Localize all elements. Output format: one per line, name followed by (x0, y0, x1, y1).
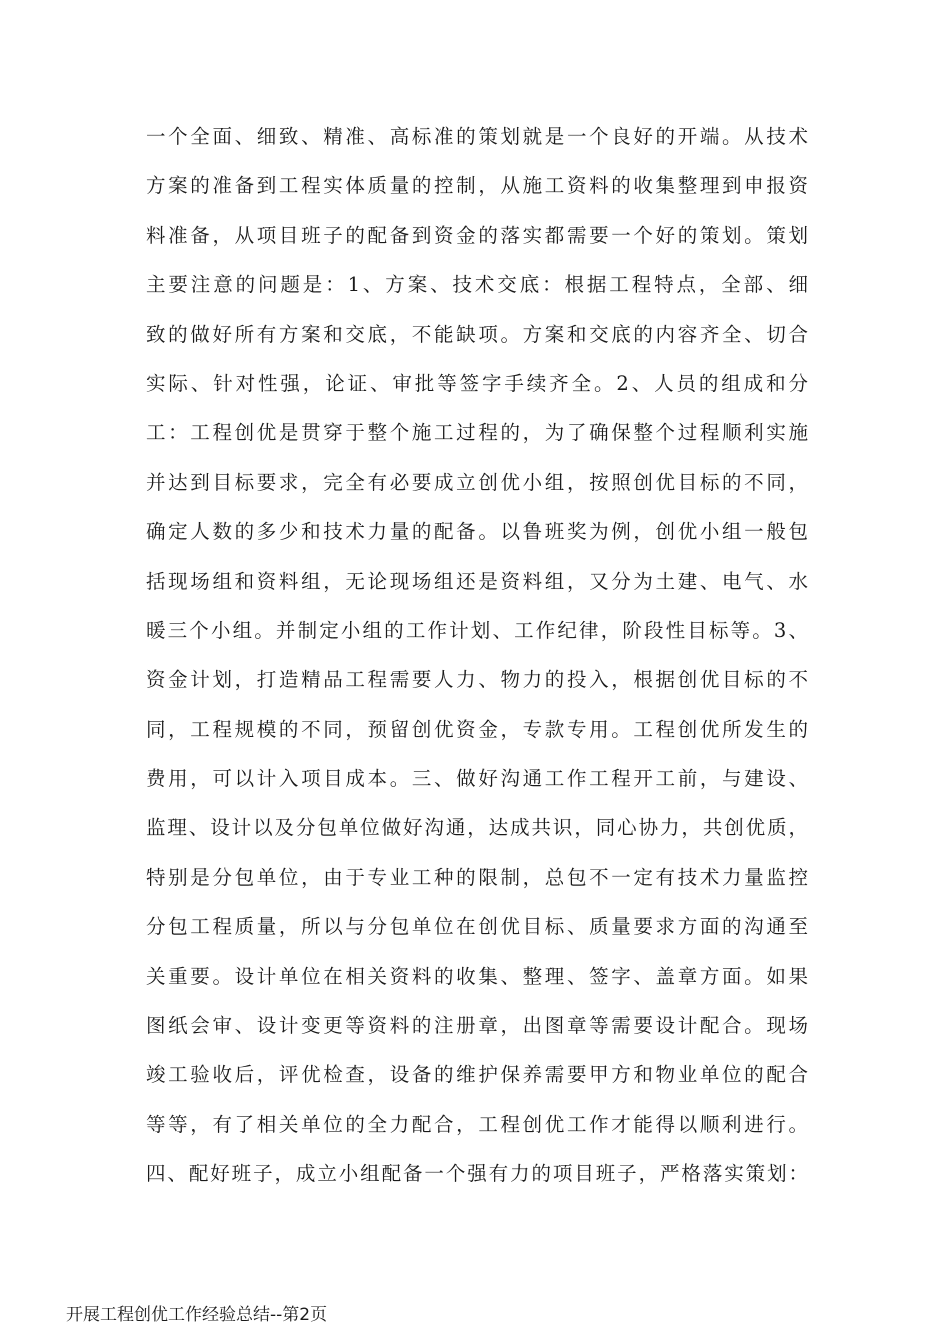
text-line: 括现场组和资料组，无论现场组还是资料组，又分为土建、电气、水 (146, 569, 808, 593)
text-line: 特别是分包单位，由于专业工种的限制，总包不一定有技术力量监控 (146, 865, 808, 889)
text-line: 同，工程规模的不同，预留创优资金，专款专用。工程创优所发生的 (146, 717, 808, 741)
text-line: 实际、针对性强，论证、审批等签字手续齐全。2、人员的组成和分 (146, 371, 808, 395)
text-line: 致的做好所有方案和交底，不能缺项。方案和交底的内容齐全、切合 (146, 322, 808, 346)
text-line: 确定人数的多少和技术力量的配备。以鲁班奖为例，创优小组一般包 (146, 520, 808, 544)
text-line: 费用，可以计入项目成本。三、做好沟通工作工程开工前，与建设、 (146, 767, 808, 791)
text-line: 等等，有了相关单位的全力配合，工程创优工作才能得以顺利进行。 (146, 1112, 808, 1136)
text-line: 工：工程创优是贯穿于整个施工过程的，为了确保整个过程顺利实施 (146, 421, 808, 445)
text-line: 主要注意的问题是：1、方案、技术交底：根据工程特点，全部、细 (146, 273, 808, 297)
text-line: 方案的准备到工程实体质量的控制，从施工资料的收集整理到申报资 (146, 174, 808, 198)
text-line: 四、配好班子，成立小组配备一个强有力的项目班子，严格落实策划： (146, 1162, 808, 1186)
document-body (146, 117, 808, 1204)
text-line: 分包工程质量，所以与分包单位在创优目标、质量要求方面的沟通至 (146, 915, 808, 939)
text-line: 竣工验收后，评优检查，设备的维护保养需要甲方和物业单位的配合 (146, 1063, 808, 1087)
text-line: 监理、设计以及分包单位做好沟通，达成共识，同心协力，共创优质， (146, 816, 808, 840)
text-line: 暖三个小组。并制定小组的工作计划、工作纪律，阶段性目标等。3、 (146, 618, 808, 642)
text-line: 一个全面、细致、精准、高标准的策划就是一个良好的开端。从技术 (146, 125, 808, 148)
text-line: 图纸会审、设计变更等资料的注册章，出图章等需要设计配合。现场 (146, 1014, 808, 1038)
text-line: 料准备，从项目班子的配备到资金的落实都需要一个好的策划。策划 (146, 223, 808, 247)
text-line: 资金计划，打造精品工程需要人力、物力的投入，根据创优目标的不 (146, 668, 808, 692)
text-line: 并达到目标要求，完全有必要成立创优小组，按照创优目标的不同， (146, 470, 808, 494)
page-footer: 开展工程创优工作经验总结--第2页 (66, 1305, 328, 1325)
text-line: 关重要。设计单位在相关资料的收集、整理、签字、盖章方面。如果 (146, 964, 808, 988)
